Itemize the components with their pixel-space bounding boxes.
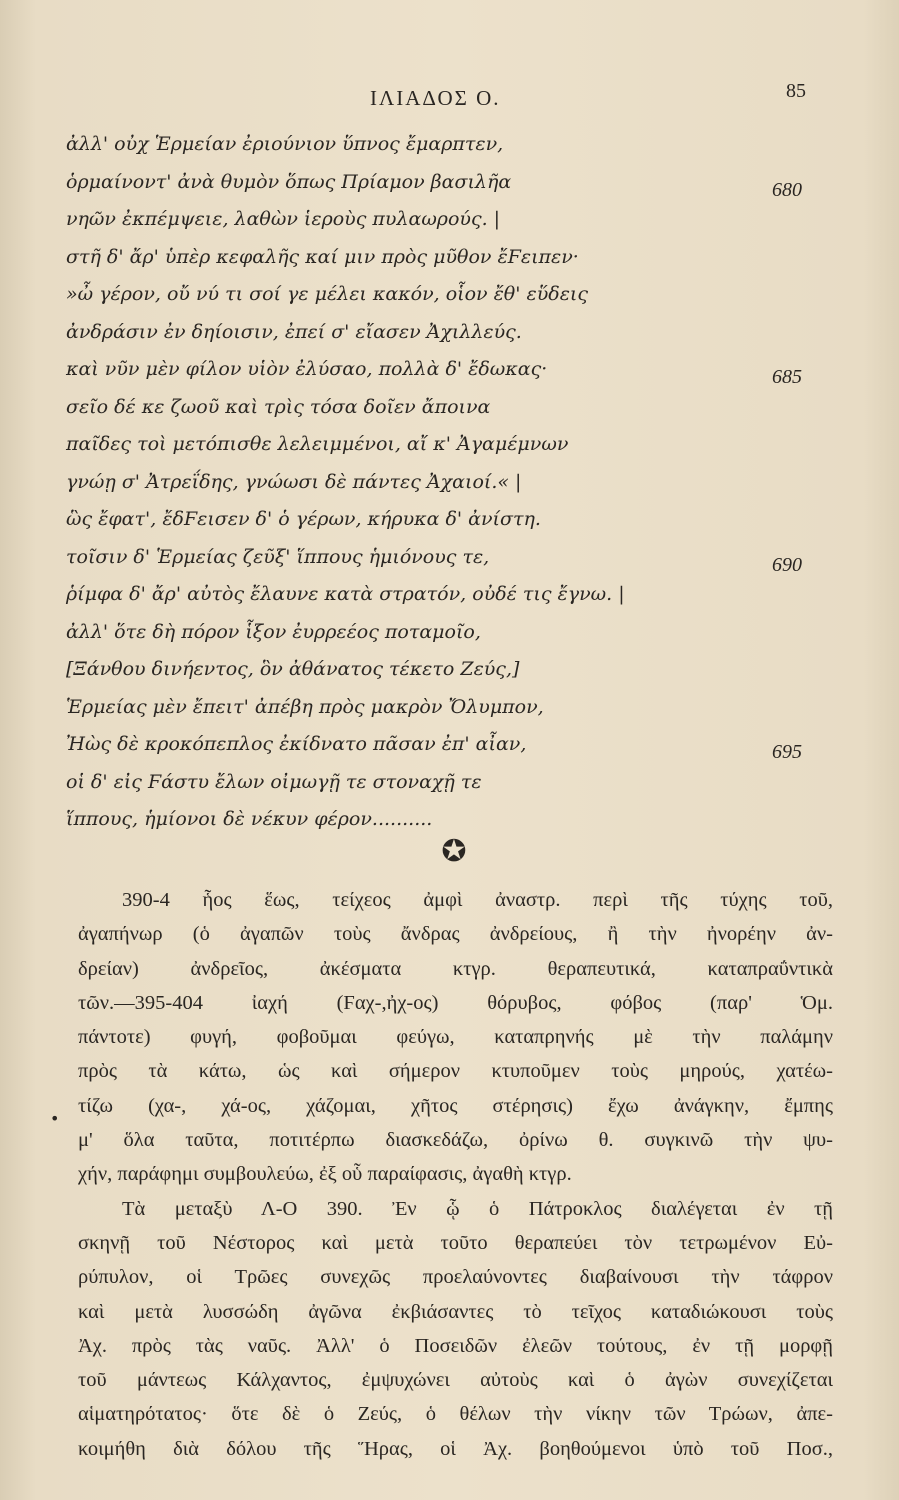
verse-line: [66, 726, 846, 764]
commentary-line: πρὸς τὰ κάτω, ὡς καὶ σήμερον κτυποῦμεν τοὺς μηρούς, χατέω-: [78, 1060, 833, 1083]
verse-line-text: οἱ δ' εἰς Ϝάστυ ἔλων οἰμωγῇ τε στοναχῇ τε: [66, 770, 482, 793]
verse-line-text: νηῶν ἐκπέμψειε, λαθὼν ἱεροὺς πυλαωρούς. |: [66, 208, 501, 230]
verse-line-text: ὁρμαίνοντ' ἀνὰ θυμὸν ὅπως Πρίαμον βασιλῆα: [66, 170, 512, 193]
commentary-line: μ' ὅλα ταῦτα, ποτιτέρπω διασκεδάζω, ὀρίνω θ. συγκινῶ τὴν ψυ-: [78, 1129, 833, 1152]
verse-line: [66, 501, 846, 539]
verse-line-text: καὶ νῦν μὲν φίλον υἱὸν ἐλύσαο, πολλὰ δ' ἔδωκας·: [66, 358, 548, 380]
margin-mark: •: [50, 1109, 60, 1128]
verse-line: [66, 351, 846, 389]
commentary-line: καὶ μετὰ λυσσώδη ἀγῶνα ἐκβιάσαντες τὸ τεῖχος καταδιώκουσι τοὺς: [78, 1300, 833, 1323]
line-number: 680: [772, 178, 802, 201]
line-number: 685: [772, 366, 802, 388]
verse-line: [66, 464, 846, 502]
verse-line-text: τοῖσιν δ' Ἑρμείας ζεῦξ' ἵππους ἡμιόνους τε,: [66, 545, 490, 568]
commentary-line: ρύπυλον, οἱ Τρῶες συνεχῶς προελαύνοντες διαβαίνουσι τὴν τάφρον: [78, 1266, 833, 1289]
verse-line: [66, 239, 846, 277]
verse-line: [66, 801, 846, 839]
verse-line: [66, 314, 846, 352]
verse-line: [66, 426, 846, 464]
verse-line: [66, 651, 846, 689]
verse-line-text: ῥίμφα δ' ἄρ' αὐτὸς ἔλαυνε κατὰ στρατόν, οὐδέ τις ἔγνω. |: [66, 583, 625, 605]
verse-line: [66, 389, 846, 427]
verse-line-text: ἀνδράσιν ἐν δηίοισιν, ἐπεί σ' εἴασεν Ἀχιλλεύς.: [66, 320, 522, 343]
running-head: ΙΛΙΑΔΟΣ Ο.: [370, 86, 501, 110]
commentary-line: πάντοτε) φυγή, φοβοῦμαι φεύγω, καταπρηνής μὲ τὴν παλάμην: [78, 1026, 833, 1049]
verse-line: [66, 164, 846, 202]
verse-line: [66, 689, 846, 727]
verse-line: [66, 201, 846, 239]
line-number: 690: [772, 553, 802, 576]
line-number: 695: [772, 741, 802, 763]
verse-line: [66, 764, 846, 802]
verse-line-text: Ἑρμείας μὲν ἔπειτ' ἀπέβη πρὸς μακρὸν Ὄλυμπον,: [66, 695, 544, 718]
commentary-line: αἱματηρότατος· ὅτε δὲ ὁ Ζεύς, ὁ θέλων τὴν νίκην τῶν Τρώων, ἀπε-: [78, 1403, 833, 1426]
verse-line-text: γνώῃ σ' Ἀτρεΐδης, γνώωσι δὲ πάντες Ἀχαιοί.« |: [66, 470, 522, 493]
verse-line-text: παῖδες τοὶ μετόπισθε λελειμμένοι, αἴ κ' Ἀγαμέμνων: [66, 433, 569, 455]
section-ornament-icon: ✪: [441, 834, 467, 869]
commentary-line: τίζω (χα-, χά-ος, χάζομαι, χῆτος στέρησις) ἔχω ἀνάγκην, ἔμπης: [78, 1094, 833, 1117]
verse-line-text: Ἠὼς δὲ κροκόπεπλος ἐκίδνατο πᾶσαν ἐπ' αἶαν,: [66, 733, 527, 755]
commentary-line: ἀγαπήνωρ (ὁ ἀγαπῶν τοὺς ἄνδρας ἀνδρείους, ἢ τὴν ἠνορέην ἀν-: [78, 923, 833, 946]
verse-line: [66, 576, 846, 614]
verse-line-text: ἀλλ' οὐχ Ἑρμείαν ἐριούνιον ὕπνος ἔμαρπτεν,: [66, 133, 504, 155]
verse-line: [66, 276, 846, 314]
verse-line-text: ὣς ἔφατ', ἔδϜεισεν δ' ὁ γέρων, κήρυκα δ' ἀνίστη.: [66, 508, 541, 530]
commentary-line: Τὰ μεταξὺ Λ-Ο 390. Ἐν ᾧ ὁ Πάτροκλος διαλέγεται ἐν τῇ: [122, 1197, 833, 1220]
commentary-line: τοῦ μάντεως Κάλχαντος, ἐμψυχώνει αὐτοὺς καὶ ὁ ἀγὼν συνεχίζεται: [78, 1369, 833, 1392]
verse-line-text: »ὦ γέρον, οὔ νύ τι σοί γε μέλει κακόν, οἷον ἔθ' εὕδεις: [66, 283, 588, 305]
commentary-line: 390-4 ἧος ἕως, τείχεος ἀμφὶ ἀναστρ. περὶ τῆς τύχης τοῦ,: [122, 889, 833, 911]
commentary-line: δρείαν) ἀνδρεῖος, ἀκέσματα κτγρ. θεραπευτικά, καταπραΰντικὰ: [78, 957, 833, 980]
page-number: 85: [786, 80, 806, 102]
verse-line-text: ἵππους, ἡμίονοι δὲ νέκυν φέρον..........: [66, 808, 433, 830]
page-header: [0, 78, 899, 118]
commentary-line: κοιμήθη διὰ δόλου τῆς Ἥρας, οἱ Ἀχ. βοηθούμενοι ὑπὸ τοῦ Ποσ.,: [78, 1437, 833, 1460]
verse-line: [66, 614, 846, 652]
verse-line: [66, 126, 846, 164]
verse-line-text: στῆ δ' ἄρ' ὑπὲρ κεφαλῆς καί μιν πρὸς μῦθον ἔϜειπεν·: [66, 245, 579, 268]
verse-line: [66, 539, 846, 577]
verse-line-text: σεῖο δέ κε ζωοῦ καὶ τρὶς τόσα δοῖεν ἄποινα: [66, 395, 491, 418]
commentary-block: [78, 883, 833, 1466]
commentary-line: χήν, παράφημι συμβουλεύω, ἐξ οὗ παραίφασις, ἀγαθὴ κτγρ.: [78, 1163, 572, 1186]
commentary-line: σκηνῇ τοῦ Νέστορος καὶ μετὰ τοῦτο θεραπεύει τὸν τετρωμένον Εὐ-: [78, 1231, 833, 1254]
verse-line-text: ἀλλ' ὅτε δὴ πόρον ἷξον ἐυρρεέος ποταμοῖο,: [66, 620, 481, 643]
commentary-line: Ἀχ. πρὸς τὰς ναῦς. Ἀλλ' ὁ Ποσειδῶν ἐλεῶν τούτους, ἐν τῇ μορφῇ: [78, 1334, 833, 1357]
verse-text-block: [66, 126, 846, 839]
commentary-line: τῶν.—395-404 ἰαχή (Ϝαχ-,ἠχ-ος) θόρυβος, φόβος (παρ' Ὁμ.: [78, 991, 833, 1014]
verse-line-text: [Ξάνθου δινήεντος, ὃν ἀθάνατος τέκετο Ζεύς,]: [66, 658, 520, 680]
